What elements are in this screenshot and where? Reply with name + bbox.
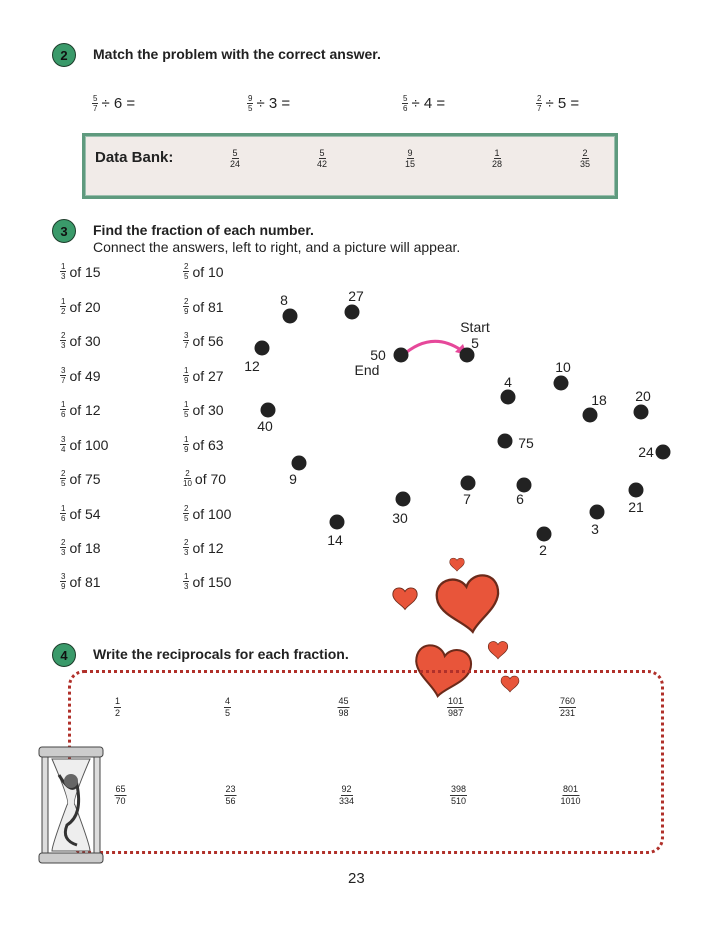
dot-label: 40 [257,418,273,434]
dot-label: 20 [635,388,651,404]
dot-label: 24 [638,444,654,460]
connect-dot [537,527,552,542]
fraction-problem: $\frac{1}{9}$ of 27 [184,366,224,385]
fraction-problem: $\frac{3}{4}$ of 100 [61,435,109,454]
dot-label: 18 [591,392,607,408]
reciprocal-fraction: $\frac{65}{70}$ [115,784,126,806]
dot-label: 10 [555,359,571,375]
fraction-problem: $\frac{1}{6}$ of 54 [61,504,101,523]
section-4-badge: 4 [52,643,76,667]
fraction-problem: $\frac{1}{6}$ of 12 [61,400,101,419]
fraction-problem: $\frac{2}{5}$ of 100 [184,504,232,523]
connect-dot [590,505,605,520]
fraction-problem: $\frac{1}{5}$ of 30 [184,400,224,419]
data-bank-answer: $\frac{9}{15}$ [405,148,416,169]
fraction-problem: $\frac{2}{5}$ of 10 [184,262,224,281]
fraction-problem: $\frac{3}{7}$ of 56 [184,331,224,350]
data-bank [82,133,618,199]
dot-label: 7 [463,491,471,507]
dot-label: 75 [518,435,534,451]
dot-label: Start [460,319,490,335]
connect-dot [283,309,298,324]
connect-dot [656,445,671,460]
problem: $\frac{5}{7}$ ÷ 6 = [93,94,136,113]
fraction-problem: $\frac{3}{9}$ of 81 [61,572,101,591]
reciprocal-fraction: $\frac{398}{510}$ [450,784,467,806]
section-2-title: Match the problem with the correct answer. [93,46,381,62]
section-3-title: Find the fraction of each number. [93,222,314,238]
data-bank-answer: $\frac{5}{42}$ [317,148,328,169]
section-2-badge: 2 [52,43,76,67]
section-4-title: Write the reciprocals for each fraction. [93,646,349,662]
connect-dot [554,376,569,391]
data-bank-answer: $\frac{1}{28}$ [492,148,503,169]
fraction-problem: $\frac{2}{10}$ of 70 [183,469,227,488]
fraction-problem: $\frac{1}{2}$ of 20 [61,297,101,316]
dot-label: 5 [471,335,479,351]
data-bank-answer: $\frac{5}{24}$ [230,148,241,169]
connect-dot [501,390,516,405]
fraction-problem: $\frac{3}{7}$ of 49 [61,366,101,385]
fraction-problem: $\frac{2}{5}$ of 75 [61,469,101,488]
reciprocal-fraction: $\frac{101}{987}$ [447,696,464,718]
connect-dot [396,492,411,507]
section-3-badge: 3 [52,219,76,243]
problem: $\frac{5}{6}$ ÷ 4 = [403,94,446,113]
fraction-problem: $\frac{2}{3}$ of 30 [61,331,101,350]
dot-label: 27 [348,288,364,304]
dot-label: 14 [327,532,343,548]
fraction-problem: $\frac{1}{3}$ of 15 [61,262,101,281]
dot-label: 4 [504,374,512,390]
fraction-problem: $\frac{1}{9}$ of 63 [184,435,224,454]
reciprocal-fraction: $\frac{45}{98}$ [338,696,349,718]
connect-dot [255,341,270,356]
problem: $\frac{9}{5}$ ÷ 3 = [248,94,291,113]
connect-dot [261,403,276,418]
reciprocal-fraction: $\frac{801}{1010}$ [560,784,581,806]
reciprocal-fraction: $\frac{4}{5}$ [224,696,231,718]
dot-label: End [354,362,380,378]
dot-label: 21 [628,499,644,515]
reciprocal-fraction: $\frac{23}{56}$ [225,784,236,806]
reciprocal-fraction: $\frac{760}{231}$ [559,696,576,718]
connect-dot [292,456,307,471]
fraction-problem: $\frac{2}{3}$ of 12 [184,538,224,557]
dot-label: 50 [370,347,386,363]
problem: $\frac{2}{7}$ ÷ 5 = [537,94,580,113]
dot-label: 6 [516,491,524,507]
hourglass-illustration [37,745,105,865]
reciprocal-fraction: $\frac{92}{334}$ [338,784,355,806]
dot-label: 2 [539,542,547,558]
connect-dot [330,515,345,530]
connect-dot [498,434,513,449]
connect-dot [345,305,360,320]
dot-label: 3 [591,521,599,537]
connect-dot [629,483,644,498]
fraction-problem: $\frac{2}{3}$ of 18 [61,538,101,557]
page-number: 23 [348,870,365,887]
dot-label: 8 [280,292,288,308]
data-bank-answer: $\frac{2}{35}$ [580,148,591,169]
section-3-instruction: Connect the answers, left to right, and a picture will appear. [93,239,461,255]
connect-dot [461,476,476,491]
connect-dot [634,405,649,420]
dot-label: 9 [289,471,297,487]
dot-label: 30 [392,510,408,526]
dot-label: 12 [244,358,260,374]
data-bank-label: Data Bank: [95,149,174,166]
fraction-problem: $\frac{1}{3}$ of 150 [184,572,232,591]
connect-dot [394,348,409,363]
fraction-problem: $\frac{2}{9}$ of 81 [184,297,224,316]
reciprocal-fraction: $\frac{1}{2}$ [114,696,121,718]
connect-dot [583,408,598,423]
